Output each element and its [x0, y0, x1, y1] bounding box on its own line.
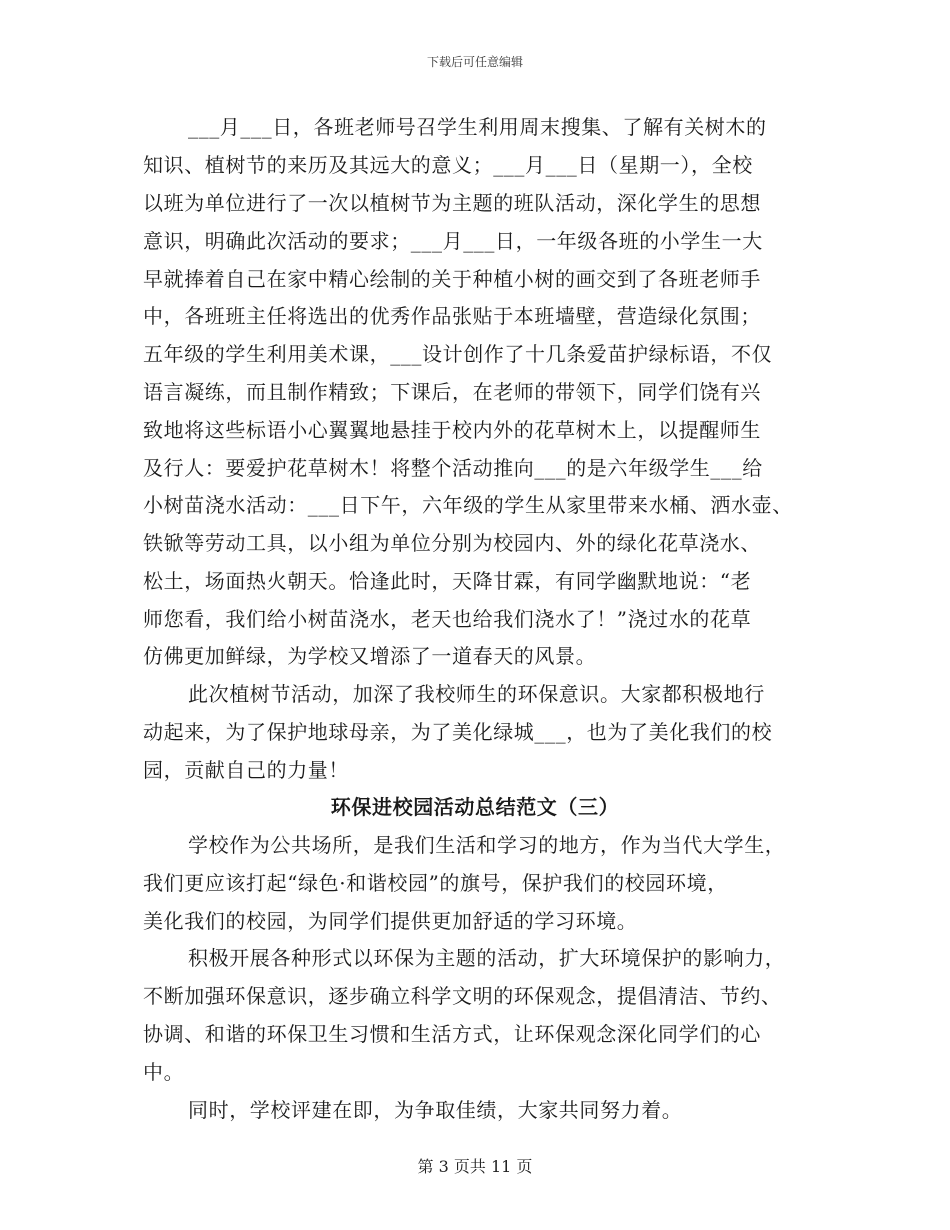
paragraph-line: 语言凝练，而且制作精致；下课后，在老师的带领下，同学们饶有兴 [143, 380, 761, 404]
paragraph-line: 园，贡献自己的力量！ [143, 758, 349, 782]
paragraph-line: 师您看，我们给小树苗浇水，老天也给我们浇水了！”浇过水的花草 [143, 607, 752, 631]
paragraph-line: 美化我们的校园，为同学们提供更加舒适的学习环境。 [143, 909, 638, 933]
paragraph-line: 仿佛更加鲜绿，为学校又增添了一道春天的风景。 [143, 644, 597, 668]
paragraph-line: 我们更应该打起“绿色·和谐校园”的旗号，保护我们的校园环境， [143, 871, 728, 895]
paragraph-line: 不断加强环保意识，逐步确立科学文明的环保观念，提倡清洁、节约、 [143, 984, 782, 1008]
paragraph-line: 积极开展各种形式以环保为主题的活动，扩大环境保护的影响力， [188, 946, 786, 970]
page-footer: 第 3 页共 11 页 [417, 1157, 533, 1176]
paragraph-line: 动起来，为了保护地球母亲，为了美化绿城___，也为了美化我们的校 [143, 720, 773, 744]
paragraph-line: 中。 [143, 1060, 185, 1084]
section-title: 环保进校园活动总结范文（三） [330, 795, 620, 819]
paragraph-line: 此次植树节活动，加深了我校师生的环保意识。大家都积极地行 [188, 682, 765, 706]
paragraph-line: 协调、和谐的环保卫生习惯和生活方式，让环保观念深化同学们的心 [143, 1022, 761, 1046]
paragraph-line: 铁锨等劳动工具，以小组为单位分别为校园内、外的绿化花草浇水、 [143, 531, 761, 555]
paragraph-line: 五年级的学生利用美术课，___设计创作了十几条爱苗护绿标语，不仅 [143, 342, 773, 366]
page-header: 下载后可任意编辑 [426, 55, 523, 69]
paragraph-line: 小树苗浇水活动：___日下午，六年级的学生从家里带来水桶、洒水壶、 [143, 493, 793, 517]
paragraph-line: 知识、植树节的来历及其远大的意义；___月___日（星期一），全校 [143, 153, 753, 177]
paragraph-line: 以班为单位进行了一次以植树节为主题的班队活动，深化学生的思想 [143, 191, 761, 215]
paragraph-line: 松土，场面热火朝天。恰逢此时，天降甘霖，有同学幽默地说：“老 [143, 569, 752, 593]
paragraph-line: 学校作为公共场所，是我们生活和学习的地方，作为当代大学生， [188, 833, 786, 857]
paragraph-line: 同时，学校评建在即，为争取佳绩，大家共同努力着。 [188, 1098, 683, 1122]
paragraph-line: 意识，明确此次活动的要求；___月___日，一年级各班的小学生一大 [143, 229, 763, 253]
paragraph-line: 早就捧着自己在家中精心绘制的关于种植小树的画交到了各班老师手 [143, 267, 761, 291]
paragraph-line: 中，各班班主任将选出的优秀作品张贴于本班墙壁，营造绿化氛围； [143, 304, 761, 328]
paragraph-line: ___月___日，各班老师号召学生利用周末搜集、了解有关树木的 [188, 115, 767, 139]
paragraph-line: 及行人：要爱护花草树木！将整个活动推向___的是六年级学生___给 [143, 456, 763, 480]
paragraph-line: 致地将这些标语小心翼翼地悬挂于校内外的花草树木上，以提醒师生 [143, 418, 761, 442]
